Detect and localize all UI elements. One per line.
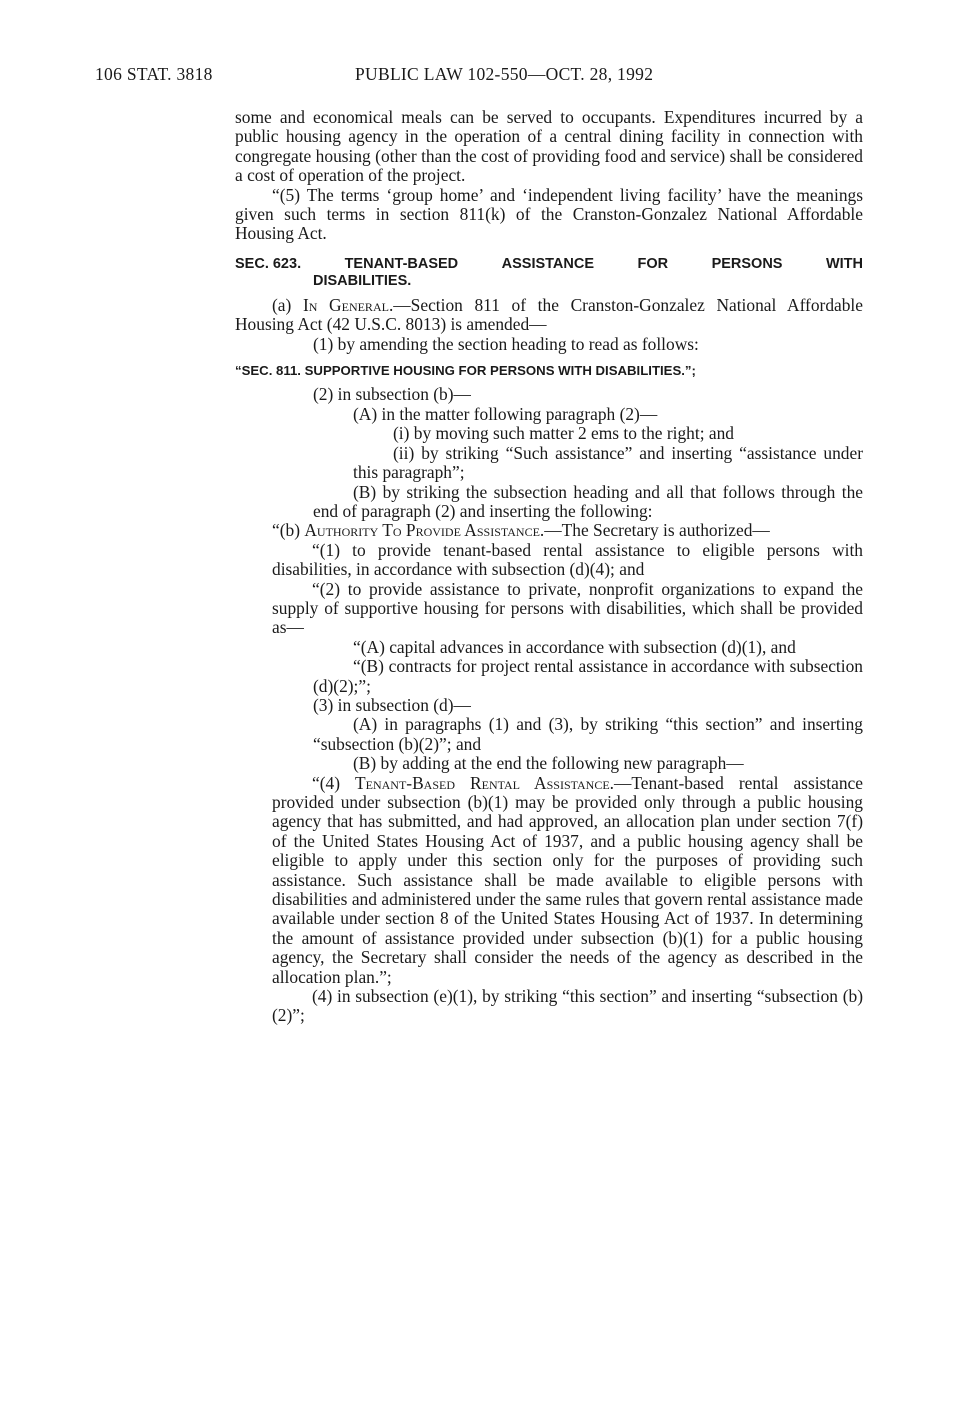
amendment-item-3B: (B) by adding at the end the following new paragraph—	[353, 753, 744, 774]
amendment-item-1: (1) by amending the section heading to read as follows:	[313, 333, 699, 354]
amendment-item-3: (3) in subsection (d)—	[313, 694, 471, 715]
paragraph-definition-5: “(5) The terms ‘group home’ and ‘independent living facility’ have the meanings given such terms in section 811(k) of the Cranston-Gonzalez National Affordable Housing Act.	[235, 184, 863, 244]
amendment-item-4: (4) in subsection (e)(1), by striking “this section” and inserting “subsection (b)(2)”;	[272, 986, 863, 1026]
statute-page-number: 106 STAT. 3818	[95, 64, 213, 84]
paragraph-continuation: some and economical meals can be served to occupants. Expenditures incurred by a public housing agency in the operation of a central dining facility in connection with congregate housing (other than the cost of providing food and service) shall be considered a cost of operation of the project.	[235, 107, 863, 186]
subsection-caption: Authority To Provide Assistance	[304, 520, 540, 541]
amendment-item-2Aii: (ii) by striking “Such assistance” and inserting “assistance under this paragraph”;	[353, 442, 863, 483]
paragraph-text: .—Tenant-based rental assistance provided under subsection (b)(1) may be provided only through a public housing agency that has submitted, and had approved, an allocation plan under section 7(f) of the United States Housing Act of 1937, and a public housing agency shall be eligible to apply under this section only for the purposes of providing such assistance. Such assistance shall be made available to eligible persons with disabilities and administered under the same rules that govern rental assistance made available under section 8 of the United States Housing Act of 1937. In determining the amount of assistance provided under subsection (b)(1) for a public housing agency, the Secretary shall consider the needs of the agency as described in the allocation plan.”;	[272, 772, 863, 987]
quoted-paragraph-b2B: “(B) contracts for project rental assistance in accordance with subsection (d)(2);”;	[313, 656, 863, 696]
section-heading-continuation: DISABILITIES.	[313, 272, 412, 289]
quoted-subsection-b	[235, 521, 863, 540]
subsection-a	[235, 296, 863, 335]
amendment-item-2B: (B) by striking the subsection heading and all that follows through the end of paragraph (2) and inserting the following:	[313, 481, 863, 521]
subsection-label: “(b)	[272, 520, 305, 541]
paragraph-label: “(4)	[312, 772, 356, 793]
quoted-paragraph-b2: “(2) to provide assistance to private, nonprofit organizations to expand the supply of supportive housing for persons with disabilities, which shall be provided as—	[272, 578, 863, 638]
paragraph-caption: Tenant-Based Rental Assistance	[355, 772, 610, 793]
subsection-text: .—Section 811 of the Cranston-Gonzalez National Affordable Housing Act (42 U.S.C. 8013) is amended—	[235, 294, 863, 335]
amendment-item-2: (2) in subsection (b)—	[313, 384, 471, 405]
law-text-body	[235, 108, 863, 1026]
public-law-citation: PUBLIC LAW 102-550—OCT. 28, 1992	[355, 64, 654, 84]
quoted-paragraph-d4	[235, 774, 863, 987]
quoted-paragraph-b2A: “(A) capital advances in accordance with subsection (d)(1), and	[353, 636, 796, 657]
heading-word: FOR	[637, 255, 669, 272]
amended-section-heading: “SEC. 811. SUPPORTIVE HOUSING FOR PERSONS WITH DISABILITIES.”;	[235, 363, 696, 379]
heading-word: WITH	[825, 255, 863, 272]
subsection-text: .—The Secretary is authorized—	[539, 520, 770, 541]
section-number: SEC. 623.	[235, 255, 302, 272]
section-heading	[235, 256, 863, 290]
subsection-caption: In General	[302, 294, 389, 315]
subsection-label: (a)	[272, 294, 303, 315]
heading-word: ASSISTANCE	[501, 255, 595, 272]
amendment-item-3A: (A) in paragraphs (1) and (3), by striking “this section” and inserting “subsection (b)(2)”; and	[313, 714, 863, 754]
running-header	[95, 64, 755, 88]
quoted-paragraph-b1: “(1) to provide tenant-based rental assistance to eligible persons with disabilities, in accordance with subsection (d)(4); and	[272, 539, 863, 580]
amendment-item-2Ai: (i) by moving such matter 2 ems to the right; and	[393, 423, 734, 444]
heading-word: TENANT-BASED	[344, 255, 459, 272]
heading-word: PERSONS	[711, 255, 783, 272]
amendment-item-2A: (A) in the matter following paragraph (2)—	[353, 403, 658, 424]
